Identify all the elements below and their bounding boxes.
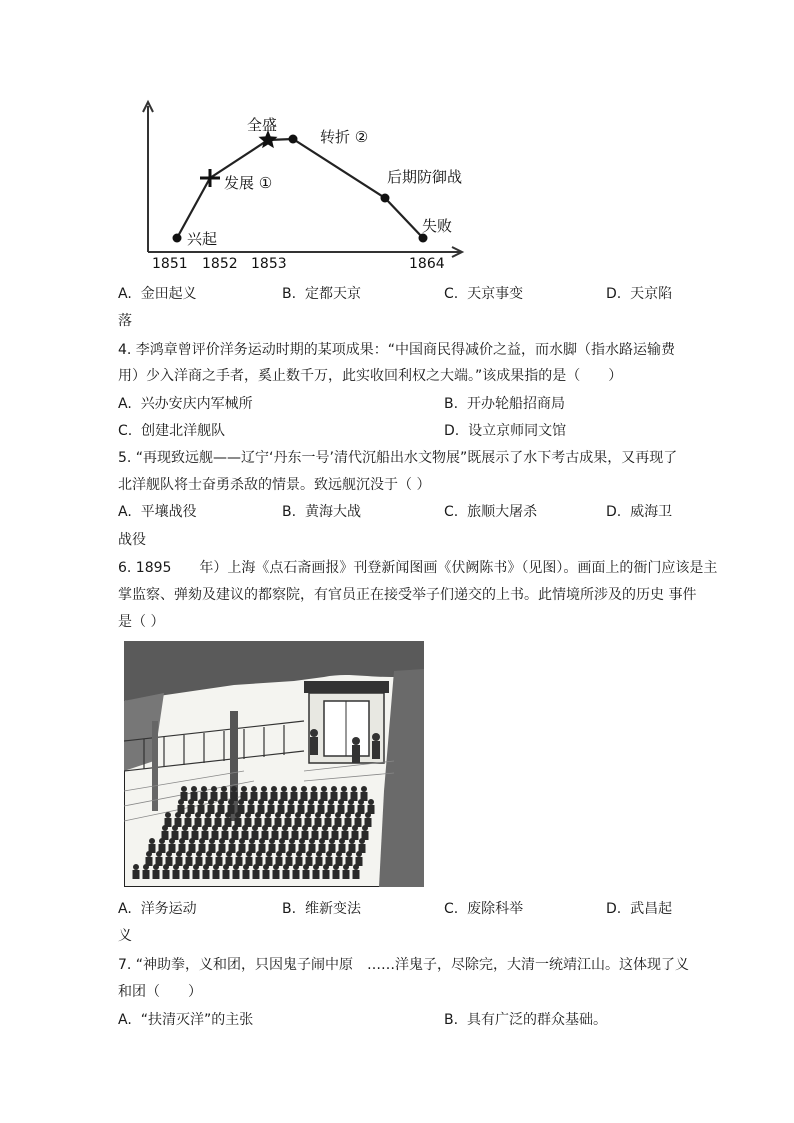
x-tick-1853: 1853 [251, 256, 287, 272]
x-tick-1852: 1852 [202, 256, 238, 272]
q6-option-d: D. 武昌起 [606, 901, 673, 917]
point-marker-0 [173, 234, 182, 243]
q6-stem-line-2: 掌监察、弹劾及建议的都察院，有官员正在接受举子们递交的上书。此情境所涉及的历史 事件 [118, 587, 697, 603]
q6-stem-line-3: 是（ ） [118, 614, 165, 630]
q5-stem-line-1: 5. “再现致远舰——辽宁‘丹东一号’清代沉船出水文物展”既展示了水下考古成果，又再现了 [118, 450, 678, 466]
q3-option-a: A. 金田起义 [118, 286, 197, 302]
q4-option-a: A. 兴办安庆内军械所 [118, 396, 253, 412]
point-marker-1 [200, 169, 220, 187]
q7-option-b: B. 具有广泛的群众基础。 [444, 1012, 607, 1028]
point-label-0: 兴起 [187, 230, 218, 248]
q5-option-d-wrap: 战役 [118, 532, 146, 548]
q3-option-d-wrap: 落 [118, 313, 132, 329]
q5-option-c: C. 旅顺大屠杀 [444, 504, 538, 520]
x-tick-1864: 1864 [409, 256, 445, 272]
q7-stem-line-2: 和团（ ） [118, 984, 202, 1000]
point-marker-4 [381, 194, 390, 203]
q4-stem-line-2: 用）少入洋商之手者，奚止数千万，此实收回利权之大端。”该成果指的是（ ） [118, 368, 623, 384]
q4-stem-line-1: 4. 李鸿章曾评价洋务运动时期的某项成果：“中国商民得减价之益，而水脚（指水路运输费 [118, 342, 676, 358]
q5-option-d: D. 威海卫 [606, 504, 673, 520]
fuque-chenshu-illustration [124, 641, 424, 887]
q7-stem-line-1: 7. “神助拳，义和团，只因鬼子闹中原 ……洋鬼子，尽除完，大清一统靖江山。这体现了义 [118, 957, 690, 973]
q6-option-c: C. 废除科举 [444, 901, 524, 917]
q5-option-b: B. 黄海大战 [282, 504, 361, 520]
chart-x-ticks [152, 256, 445, 272]
q6-option-d-wrap: 义 [118, 928, 132, 944]
q5-option-a: A. 平壤战役 [118, 504, 197, 520]
point-marker-3 [289, 135, 298, 144]
q6-stem-line-1: 6. 1895 年）上海《点石斋画报》刊登新闻图画《伏阙陈书》（见图）。画面上的衙门应该是主 [118, 560, 718, 576]
q6-option-b: B. 维新变法 [282, 901, 361, 917]
point-label-3: 转折 ② [320, 128, 369, 146]
point-label-1: 发展 ① [224, 174, 273, 192]
q4-option-b: B. 开办轮船招商局 [444, 396, 565, 412]
q4-option-c: C. 创建北洋舰队 [118, 423, 226, 439]
chart-labels [187, 116, 462, 248]
q3-option-b: B. 定都天京 [282, 286, 361, 302]
series-line [177, 139, 423, 238]
q7-option-a: A. “扶清灭洋”的主张 [118, 1012, 254, 1028]
taiping-trend-chart [130, 98, 470, 276]
q6-option-a: A. 洋务运动 [118, 901, 197, 917]
point-label-4: 后期防御战 [387, 168, 463, 186]
chart-series [173, 130, 428, 243]
q3-option-d: D. 天京陷 [606, 286, 673, 302]
q3-option-c: C. 天京事变 [444, 286, 524, 302]
q4-option-d: D. 设立京师同文馆 [444, 423, 567, 439]
x-tick-1851: 1851 [152, 256, 188, 272]
point-label-5: 失败 [422, 217, 453, 235]
q5-stem-line-2: 北洋舰队将士奋勇杀敌的情景。致远舰沉没于（ ） [118, 477, 431, 493]
point-label-2: 全盛 [247, 116, 278, 134]
